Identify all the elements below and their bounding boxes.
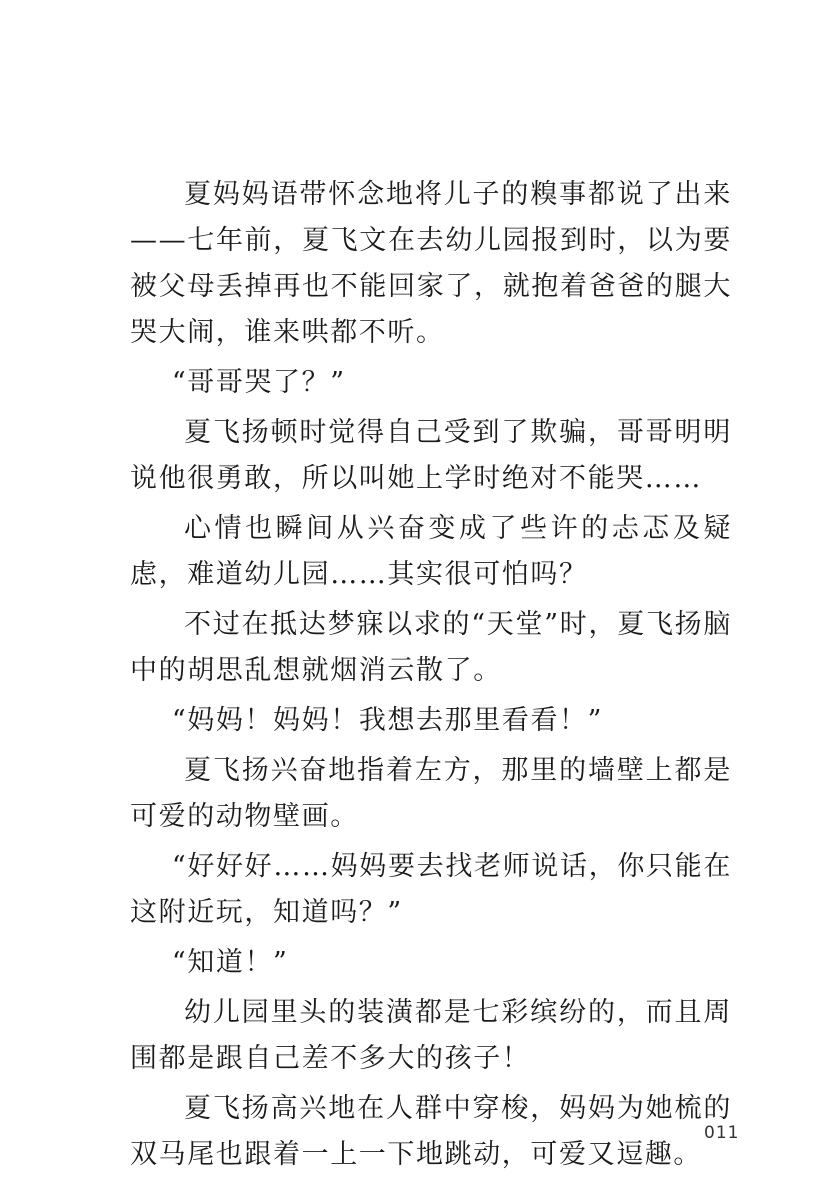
paragraph-9: “知道！”: [171, 947, 289, 978]
paragraph-4: 心情也瞬间从兴奋变成了些许的忐忑及疑虑，难道幼儿园……其实很可怕吗？: [130, 513, 732, 590]
paragraph-1: 夏妈妈语带怀念地将儿子的糗事都说了出来——七年前，夏飞文在去幼儿园报到时，以为要被父母丢掉再也不能回家了，就抱着爸爸的腿大哭大闹，谁来哄都不听。: [130, 179, 732, 348]
paragraph-2: “哥哥哭了？”: [171, 367, 346, 398]
paragraph-11: 夏飞扬高兴地在人群中穿梭，妈妈为她梳的双马尾也跟着一上一下地跳动，可爱又逗趣。: [130, 1093, 732, 1170]
paragraph-3: 夏飞扬顿时觉得自己受到了欺骗，哥哥明明说他很勇敢，所以叫她上学时绝对不能哭……: [130, 417, 732, 494]
paragraph-6: “妈妈！妈妈！我想去那里看看！”: [171, 705, 604, 736]
paragraph-7: 夏飞扬兴奋地指着左方，那里的墙壁上都是可爱的动物壁画。: [130, 755, 732, 832]
paragraph-10: 幼儿园里头的装潢都是七彩缤纷的，而且周围都是跟自己差不多大的孩子！: [130, 997, 732, 1074]
body-text: [130, 172, 732, 1182]
page-number: 011: [704, 1123, 740, 1143]
paragraph-8: “好好好……妈妈要去找老师说话，你只能在这附近玩，知道吗？”: [130, 851, 732, 928]
paragraph-5: 不过在抵达梦寐以求的“天堂”时，夏飞扬脑中的胡思乱想就烟消云散了。: [130, 609, 732, 686]
